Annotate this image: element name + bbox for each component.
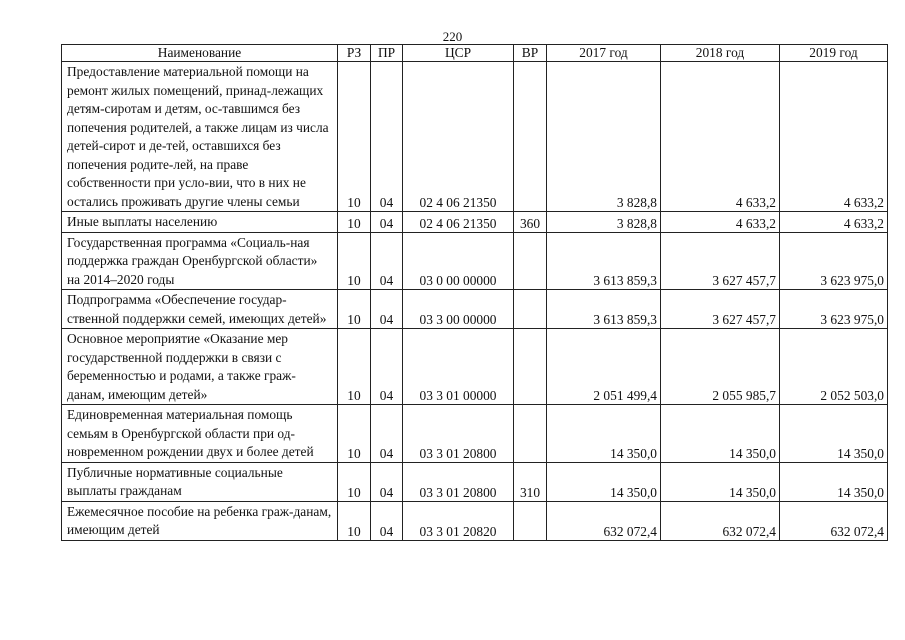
row-csr: 03 0 00 00000 <box>403 232 514 290</box>
table-row <box>62 462 888 501</box>
row-rz: 10 <box>338 232 371 290</box>
table-row <box>62 501 888 540</box>
row-name: Публичные нормативные социальные выплаты гражданам <box>62 462 338 501</box>
row-pr: 04 <box>371 62 403 212</box>
table-row <box>62 62 888 212</box>
header-vr: ВР <box>514 45 547 62</box>
page-number: 220 <box>442 29 463 44</box>
row-pr: 04 <box>371 212 403 233</box>
row-name: Ежемесячное пособие на ребенка граж-данам, имеющим детей <box>62 501 338 540</box>
table-row <box>62 405 888 463</box>
row-pr: 04 <box>371 290 403 329</box>
row-vr <box>514 62 547 212</box>
row-2017: 2 051 499,4 <box>547 329 661 405</box>
row-vr <box>514 232 547 290</box>
budget-table <box>61 44 888 541</box>
row-csr: 02 4 06 21350 <box>403 212 514 233</box>
row-2017: 14 350,0 <box>547 462 661 501</box>
row-2017: 3 613 859,3 <box>547 232 661 290</box>
row-name: Подпрограмма «Обеспечение государ-ственной поддержки семей, имеющих детей» <box>62 290 338 329</box>
row-vr <box>514 290 547 329</box>
header-name: Наименование <box>62 45 338 62</box>
row-vr <box>514 405 547 463</box>
row-name: Иные выплаты населению <box>62 212 338 233</box>
row-2019: 4 633,2 <box>780 212 888 233</box>
row-2018: 14 350,0 <box>661 462 780 501</box>
header-2018: 2018 год <box>661 45 780 62</box>
row-2019: 3 623 975,0 <box>780 232 888 290</box>
row-csr: 03 3 01 20800 <box>403 405 514 463</box>
header-2017: 2017 год <box>547 45 661 62</box>
row-2018: 3 627 457,7 <box>661 232 780 290</box>
table-header-row <box>62 45 888 62</box>
row-2019: 3 623 975,0 <box>780 290 888 329</box>
row-pr: 04 <box>371 329 403 405</box>
row-rz: 10 <box>338 290 371 329</box>
row-rz: 10 <box>338 462 371 501</box>
row-rz: 10 <box>338 329 371 405</box>
row-vr: 360 <box>514 212 547 233</box>
row-rz: 10 <box>338 501 371 540</box>
row-vr <box>514 501 547 540</box>
row-2019: 14 350,0 <box>780 405 888 463</box>
header-2019: 2019 год <box>780 45 888 62</box>
row-rz: 10 <box>338 405 371 463</box>
header-pr: ПР <box>371 45 403 62</box>
row-2018: 632 072,4 <box>661 501 780 540</box>
row-2019: 14 350,0 <box>780 462 888 501</box>
row-2017: 3 828,8 <box>547 212 661 233</box>
row-pr: 04 <box>371 462 403 501</box>
row-name: Предоставление материальной помощи на ремонт жилых помещений, принад-лежащих детям-сиротам и детям, ос-тавшимся без попечения родителей, а также лицам из числа детей-сирот и де-тей, оставшихся без попечения родите-лей, на праве собственности при усло-вии, что в них не остались проживать другие члены семьи <box>62 62 338 212</box>
row-name: Государственная программа «Социаль-ная поддержка граждан Оренбургской области» на 2014–2020 годы <box>62 232 338 290</box>
table-row <box>62 290 888 329</box>
row-csr: 03 3 01 00000 <box>403 329 514 405</box>
row-2018: 3 627 457,7 <box>661 290 780 329</box>
row-pr: 04 <box>371 501 403 540</box>
row-2019: 4 633,2 <box>780 62 888 212</box>
row-csr: 03 3 00 00000 <box>403 290 514 329</box>
row-2018: 4 633,2 <box>661 212 780 233</box>
row-pr: 04 <box>371 405 403 463</box>
table-row <box>62 232 888 290</box>
row-2019: 632 072,4 <box>780 501 888 540</box>
row-csr: 03 3 01 20800 <box>403 462 514 501</box>
row-2017: 14 350,0 <box>547 405 661 463</box>
row-rz: 10 <box>338 212 371 233</box>
row-vr <box>514 329 547 405</box>
row-2018: 14 350,0 <box>661 405 780 463</box>
row-name: Основное мероприятие «Оказание мер государственной поддержки в связи с беременностью и родами, а также граж-данам, имеющим детей» <box>62 329 338 405</box>
row-vr: 310 <box>514 462 547 501</box>
row-rz: 10 <box>338 62 371 212</box>
row-2019: 2 052 503,0 <box>780 329 888 405</box>
row-2017: 3 828,8 <box>547 62 661 212</box>
row-csr: 02 4 06 21350 <box>403 62 514 212</box>
row-2018: 4 633,2 <box>661 62 780 212</box>
table-row <box>62 212 888 233</box>
row-name: Единовременная материальная помощь семьям в Оренбургской области при од-новременном рождении двух и более детей <box>62 405 338 463</box>
header-rz: РЗ <box>338 45 371 62</box>
header-csr: ЦСР <box>403 45 514 62</box>
row-2017: 3 613 859,3 <box>547 290 661 329</box>
row-2018: 2 055 985,7 <box>661 329 780 405</box>
table-row <box>62 329 888 405</box>
row-pr: 04 <box>371 232 403 290</box>
row-2017: 632 072,4 <box>547 501 661 540</box>
row-csr: 03 3 01 20820 <box>403 501 514 540</box>
